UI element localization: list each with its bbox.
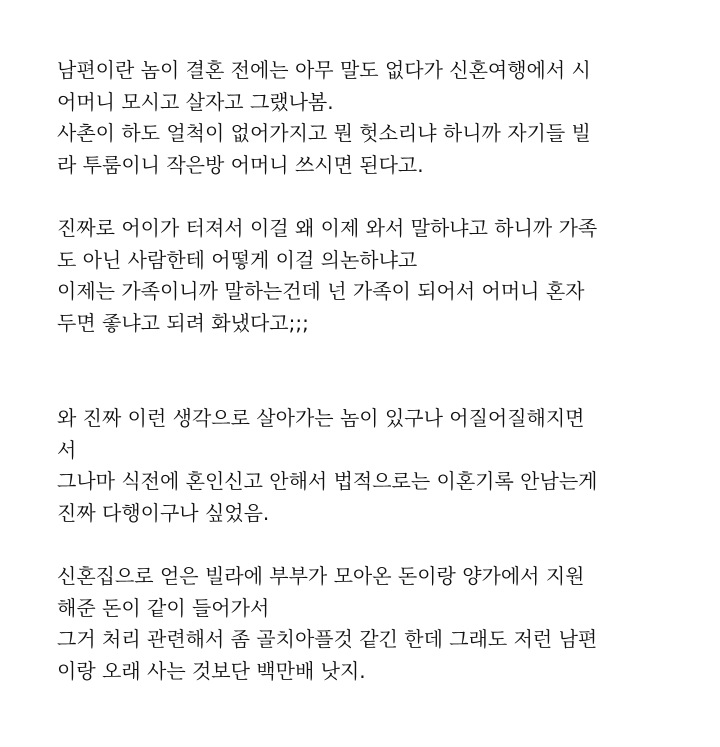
text-line: 두면 좋냐고 되려 화냈다고;;;: [57, 310, 309, 335]
paragraph-spacer: [57, 339, 707, 403]
text-line: 와 진짜 이런 생각으로 살아가는 놈이 있구나 어질어질해지면: [57, 406, 585, 430]
text-line: 사촌이 하도 얼척이 없어가지고 뭔 헛소리냐 하니까 자기들 빌: [57, 121, 591, 145]
text-line: 라 투룸이니 작은방 어머니 쓰시면 된다고.: [57, 152, 424, 177]
text-line: 이제는 가족이니까 말하는건데 넌 가족이 되어서 어머니 혼자: [57, 279, 585, 303]
text-line: 이랑 오래 사는 것보단 백만배 낫지.: [57, 658, 366, 683]
paragraph-1: [57, 55, 707, 181]
text-line: 그거 처리 관련해서 좀 골치아플것 같긴 한데 그래도 저런 남편: [57, 627, 598, 651]
paragraph-3: [57, 403, 707, 529]
text-line: 도 아닌 사람한테 어떻게 이걸 의논하냐고: [57, 247, 418, 272]
paragraph-spacer: [57, 181, 707, 213]
text-line: 신혼집으로 얻은 빌라에 부부가 모아온 돈이랑 양가에서 지원: [57, 564, 585, 588]
text-line: 진짜 다행이구나 싶었음.: [57, 500, 270, 525]
text-line: 진짜로 어이가 터져서 이걸 왜 이제 와서 말하냐고 하니까 가족: [57, 216, 598, 240]
text-line: 어머니 모시고 살자고 그랬나봄.: [57, 89, 334, 114]
text-line: 서: [57, 437, 77, 462]
text-line: 해준 돈이 같이 들어가서: [57, 595, 270, 620]
post-body: [57, 55, 707, 687]
text-line: 그나마 식전에 혼인신고 안해서 법적으로는 이혼기록 안남는게: [57, 469, 598, 493]
paragraph-spacer: [57, 529, 707, 561]
paragraph-4: [57, 561, 707, 687]
paragraph-2: [57, 213, 707, 339]
text-line: 남편이란 놈이 결혼 전에는 아무 말도 없다가 신혼여행에서 시: [57, 58, 591, 82]
